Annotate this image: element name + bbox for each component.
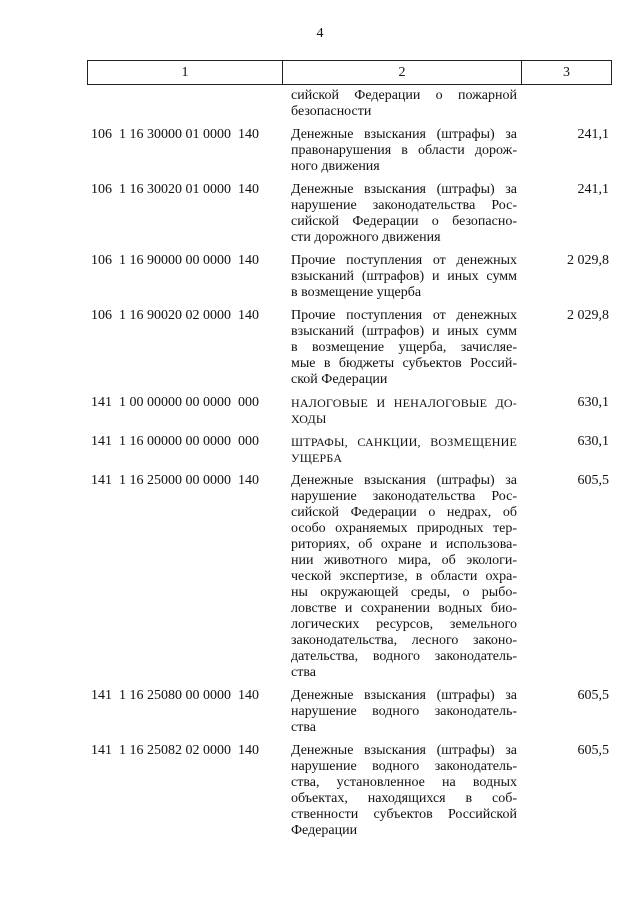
- description-line: риториях, об охране и использова-: [291, 537, 517, 552]
- description-line: ного движения: [291, 159, 380, 174]
- description-line: взысканий (штрафов) и иных сумм: [291, 269, 517, 284]
- description-line: безопасности: [291, 104, 372, 119]
- description-line: в возмещение ущерба: [291, 285, 422, 300]
- description-line: нарушение законодательства Рос-: [291, 198, 517, 213]
- row-description: [291, 182, 517, 246]
- table-row: [0, 688, 640, 736]
- row-description: [291, 473, 517, 681]
- row-description: [291, 308, 517, 388]
- description-line: Федерации: [291, 823, 358, 838]
- row-code: 106 1 16 30020 01 0000 140: [91, 182, 259, 197]
- description-line: ственности субъектов Российской: [291, 807, 517, 822]
- description-line: Прочие поступления от денежных: [291, 253, 517, 268]
- page-number: 4: [316, 26, 324, 41]
- table-body: [0, 88, 640, 846]
- description-line: правонарушения в области дорож-: [291, 143, 517, 158]
- description-line: логических ресурсов, земельного: [291, 617, 517, 632]
- header-col-2: 2: [283, 61, 522, 84]
- description-line: законодательства, лесного законо-: [291, 633, 517, 648]
- row-description: [291, 743, 517, 839]
- description-line: нарушение водного законодатель-: [291, 704, 517, 719]
- row-amount: 630,1: [577, 395, 609, 410]
- description-line: ШТРАФЫ, САНКЦИИ, ВОЗМЕЩЕНИЕ: [291, 435, 517, 449]
- row-description: [291, 88, 517, 120]
- row-code: 141 1 16 25080 00 0000 140: [91, 688, 259, 703]
- description-line: ловстве и сохранении водных био-: [291, 601, 517, 616]
- table-row: [0, 743, 640, 839]
- row-amount: 605,5: [577, 473, 609, 488]
- header-col-3: 3: [563, 64, 570, 80]
- table-row: [0, 473, 640, 681]
- description-line: сийской Федерации о недрах, об: [291, 505, 517, 520]
- description-line: взысканий (штрафов) и иных сумм: [291, 324, 517, 339]
- description-line: особо охраняемых природных тер-: [291, 521, 517, 536]
- description-line: сти дорожного движения: [291, 230, 441, 245]
- row-amount: 605,5: [577, 688, 609, 703]
- description-line: в возмещение ущерба, зачисляе-: [291, 340, 517, 355]
- row-description: [291, 434, 517, 466]
- description-line: ской Федерации: [291, 372, 388, 387]
- row-code: 141 1 16 25000 00 0000 140: [91, 473, 259, 488]
- row-description: [291, 253, 517, 301]
- row-amount: 2 029,8: [567, 308, 609, 323]
- row-description: [291, 688, 517, 736]
- row-amount: 241,1: [577, 127, 609, 142]
- table-row: [0, 395, 640, 427]
- row-description: [291, 395, 517, 427]
- table-row: [0, 434, 640, 466]
- row-amount: 630,1: [577, 434, 609, 449]
- table-row: [0, 308, 640, 388]
- row-amount: 241,1: [577, 182, 609, 197]
- description-line: нарушение водного законодатель-: [291, 759, 517, 774]
- description-line: НАЛОГОВЫЕ И НЕНАЛОГОВЫЕ ДО-: [291, 396, 517, 410]
- description-line: дательства, водного законодатель-: [291, 649, 517, 664]
- row-code: 141 1 00 00000 00 0000 000: [91, 395, 259, 410]
- row-code: 106 1 16 90000 00 0000 140: [91, 253, 259, 268]
- description-line: Денежные взыскания (штрафы) за: [291, 127, 517, 142]
- description-line: нии животного мира, об экологи-: [291, 553, 517, 568]
- description-line: ХОДЫ: [291, 412, 327, 426]
- description-line: сийской Федерации о безопасно-: [291, 214, 517, 229]
- row-code: 106 1 16 30000 01 0000 140: [91, 127, 259, 142]
- table-row: [0, 127, 640, 175]
- table-row: [0, 253, 640, 301]
- description-line: Денежные взыскания (штрафы) за: [291, 182, 517, 197]
- table-row: [0, 182, 640, 246]
- row-code: 106 1 16 90020 02 0000 140: [91, 308, 259, 323]
- description-line: нарушение законодательства Рос-: [291, 489, 517, 504]
- description-line: сийской Федерации о пожарной: [291, 88, 517, 103]
- table-header: [87, 60, 612, 85]
- description-line: Денежные взыскания (штрафы) за: [291, 473, 517, 488]
- description-line: ства: [291, 665, 316, 680]
- row-amount: 2 029,8: [567, 253, 609, 268]
- row-amount: 605,5: [577, 743, 609, 758]
- header-col-1: 1: [88, 61, 283, 84]
- description-line: Денежные взыскания (штрафы) за: [291, 688, 517, 703]
- description-line: мые в бюджеты субъектов Россий-: [291, 356, 517, 371]
- description-line: Прочие поступления от денежных: [291, 308, 517, 323]
- description-line: объектах, находящихся в соб-: [291, 791, 517, 806]
- table-row: [0, 88, 640, 120]
- description-line: УЩЕРБА: [291, 451, 343, 465]
- description-line: ства, установленное на водных: [291, 775, 517, 790]
- description-line: ства: [291, 720, 316, 735]
- row-code: 141 1 16 25082 02 0000 140: [91, 743, 259, 758]
- row-description: [291, 127, 517, 175]
- description-line: ны окружающей среды, о рыбо-: [291, 585, 517, 600]
- row-code: 141 1 16 00000 00 0000 000: [91, 434, 259, 449]
- description-line: Денежные взыскания (штрафы) за: [291, 743, 517, 758]
- description-line: ческой экспертизе, в области охра-: [291, 569, 517, 584]
